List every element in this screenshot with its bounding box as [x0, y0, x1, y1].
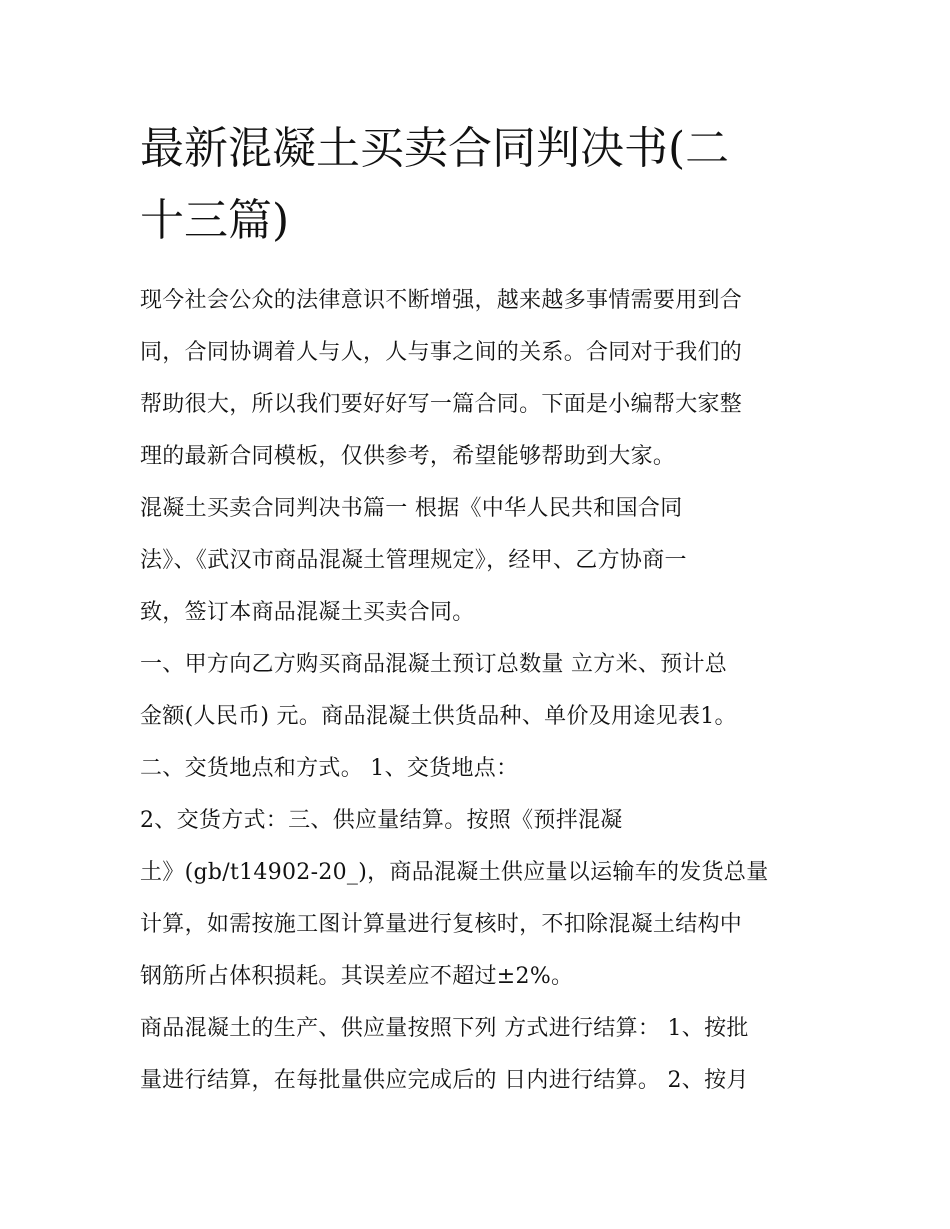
body-line: 量进行结算，在每批量供应完成后的 日内进行结算。 2、按月 [140, 1068, 749, 1093]
title-line-1: 最新混凝土买卖合同判决书(二 [140, 123, 730, 174]
document-title [140, 113, 830, 257]
body-line: 法》、《武汉市商品混凝土管理规定》，经甲、乙方协商一 [140, 548, 687, 573]
body-line: 2、交货方式：三、供应量结算。按照《预拌混凝 [140, 808, 623, 833]
body-line: 理的最新合同模板，仅供参考，希望能够帮助到大家。 [140, 444, 676, 469]
document-body [140, 275, 840, 1107]
body-line: 计算，如需按施工图计算量进行复核时，不扣除混凝土结构中 [140, 912, 743, 937]
body-line: 金额(人民币) 元。商品混凝土供货品种、单价及用途见表1。 [140, 704, 737, 729]
body-line: 帮助很大，所以我们要好好写一篇合同。下面是小编帮大家整 [140, 392, 743, 417]
body-line: 二、交货地点和方式。 1、交货地点： [140, 756, 519, 781]
body-line: 现今社会公众的法律意识不断增强，越来越多事情需要用到合 [140, 288, 743, 313]
body-line: 致，签订本商品混凝土买卖合同。 [140, 600, 475, 625]
body-line: 商品混凝土的生产、供应量按照下列 方式进行结算： 1、按批 [140, 1016, 749, 1041]
body-line: 一、甲方向乙方购买商品混凝土预订总数量 立方米、预计总 [140, 652, 728, 677]
body-line: 混凝土买卖合同判决书篇一 根据《中华人民共和国合同 [140, 496, 683, 521]
body-line: 钢筋所占体积损耗。其误差应不超过±2%。 [140, 964, 574, 989]
body-line: 同，合同协调着人与人，人与事之间的关系。合同对于我们的 [140, 340, 743, 365]
title-line-2: 十三篇) [140, 195, 290, 246]
body-line: 土》(gb/t14902-20_)，商品混凝土供应量以运输车的发货总量 [140, 860, 769, 885]
